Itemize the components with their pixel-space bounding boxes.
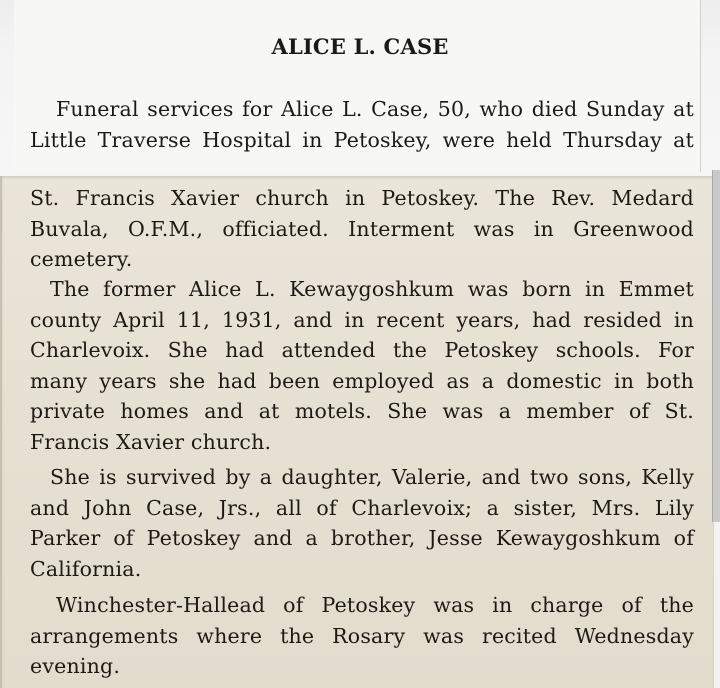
text-line: private homes and at motels. She was a member of St. bbox=[30, 399, 694, 423]
paragraph-2 bbox=[30, 274, 694, 457]
text-line: California. bbox=[30, 556, 142, 581]
paragraph-1-top bbox=[30, 94, 694, 155]
text-line: Charlevoix. She had attended the Petoskey schools. For bbox=[30, 338, 694, 362]
text-line: Buvala, O.F.M., officiated. Interment was in Greenwood bbox=[30, 216, 694, 241]
text-line: county April 11, 1931, and in recent years, had resided in bbox=[30, 307, 694, 332]
text-line: many years she had been employed as a domestic in both bbox=[30, 368, 694, 393]
obituary-title: ALICE L. CASE bbox=[271, 34, 449, 59]
text-line: Funeral services for Alice L. Case, 50, who died Sunday at bbox=[56, 97, 694, 121]
clipping-edge-shadow bbox=[712, 170, 720, 522]
text-line: Francis Xavier church. bbox=[30, 429, 272, 454]
text-line: Parker of Petoskey and a brother, Jesse Kewaygoshkum of bbox=[30, 526, 694, 550]
text-line: cemetery. bbox=[30, 247, 133, 271]
text-line: She is survived by a daughter, Valerie, and two sons, Kelly bbox=[50, 465, 694, 489]
text-line: St. Francis Xavier church in Petoskey. The Rev. Medard bbox=[30, 186, 694, 210]
text-line: Little Traverse Hospital in Petoskey, were held Thursday at bbox=[30, 127, 694, 152]
text-line: The former Alice L. Kewaygoshkum was born in Emmet bbox=[50, 277, 694, 301]
paragraph-4 bbox=[30, 590, 694, 682]
paragraph-1-bottom bbox=[30, 183, 694, 275]
text-line: and John Case, Jrs., all of Charlevoix; a sister, Mrs. Lily bbox=[30, 495, 694, 520]
text-line: evening. bbox=[30, 654, 121, 678]
text-line: Winchester-Hallead of Petoskey was in charge of the bbox=[56, 593, 694, 617]
text-line: arrangements where the Rosary was recited Wednesday bbox=[30, 623, 694, 648]
paragraph-3 bbox=[30, 462, 694, 584]
